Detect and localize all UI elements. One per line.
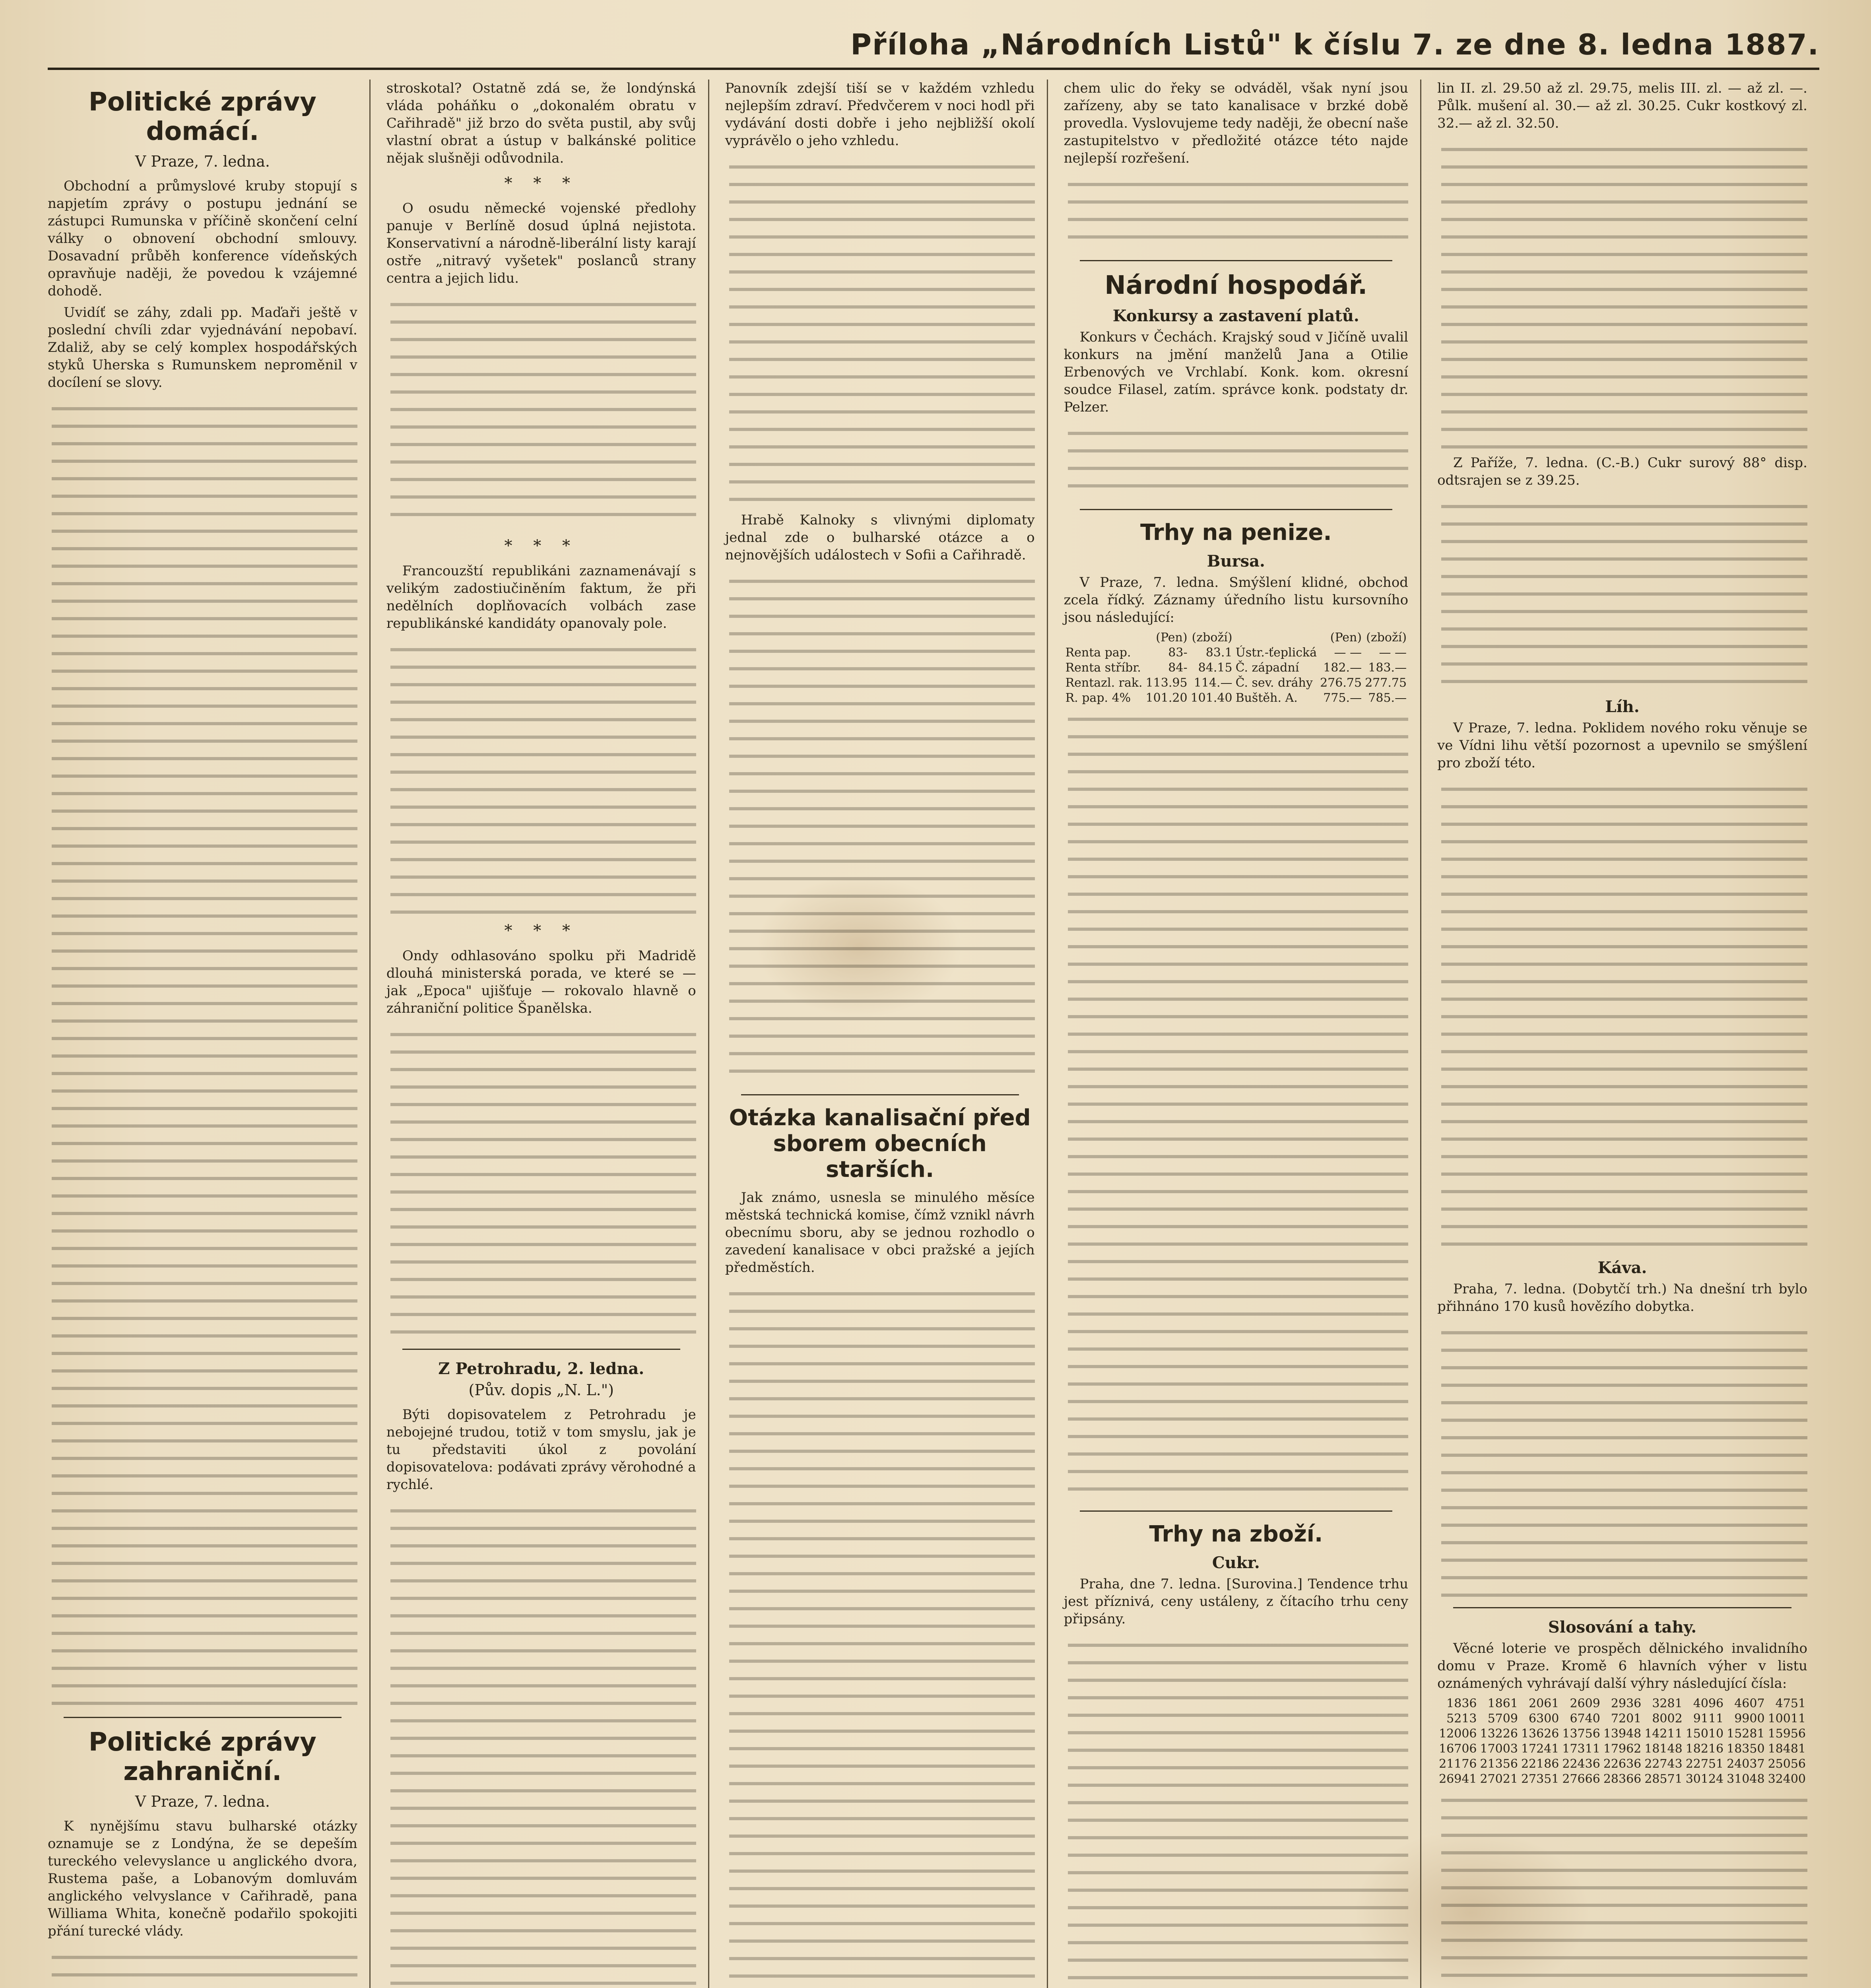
table-cell: 101.20 [1145, 691, 1188, 705]
table-cell: 13626 [1521, 1727, 1559, 1741]
text-lines [1068, 420, 1409, 499]
text-lines [390, 1497, 696, 1988]
text-lines [729, 1280, 1035, 1988]
column-2 [386, 80, 709, 1988]
column-1 [48, 80, 371, 1988]
table-cell: 5213 [1446, 1712, 1477, 1726]
divider [1080, 509, 1393, 510]
table-cell: 4607 [1734, 1697, 1765, 1710]
article-paragraph: K nynějšímu stavu bulharské otázky oznamuje se z Londýna, že se depeším tureckého velevyslance u anglického dvora, Rustema paše, a Lobanovým domluvám anglického velvyslance v Cařihradě, pana Williama Whita, konečně podařilo spokojiti přání turecké vlády. [48, 1818, 357, 1939]
text-lines [390, 1021, 696, 1339]
table-cell: 17003 [1480, 1742, 1518, 1756]
section-title-foreign: Politické zprávy zahraniční. [88, 1728, 316, 1786]
text-lines [52, 395, 357, 1707]
article-paragraph: Praha, dne 7. ledna. [Surovina.] Tendence trhu jest příznivá, ceny ustáleny, z čítacího trhu ceny připsány. [1064, 1576, 1409, 1627]
table-row [1437, 1757, 1807, 1772]
table-cell: 27666 [1562, 1772, 1600, 1786]
table-cell: 26941 [1439, 1772, 1477, 1786]
table-cell: 28366 [1603, 1772, 1642, 1786]
section-title-goods: Trhy na zboží. [1149, 1521, 1323, 1547]
table-cell: 9900 [1734, 1712, 1765, 1726]
source-note: (Pův. dopis „N. L.") [468, 1381, 614, 1399]
dateline: V Praze, 7. ledna. [135, 153, 270, 170]
divider: * * * [504, 922, 578, 940]
table-cell: 113.95 [1145, 676, 1188, 690]
table-cell: 10011 [1768, 1712, 1806, 1726]
table-cell: 8002 [1652, 1712, 1683, 1726]
section-title-domestic: Politické zprávy domácí. [88, 87, 316, 146]
column-3 [725, 80, 1048, 1988]
table-cell: 276.75 [1320, 676, 1362, 690]
article-paragraph: Býti dopisovatelem z Petrohradu je nebojejné trudou, totiž v tom smyslu, jak je tu představiti úkol z povolání dopisovatelova: podávati zprávy věrohodné a rychlé. [386, 1407, 696, 1493]
article-paragraph: Z Paříže, 7. ledna. (C.-B.) Cukr surový 88° disp. odtsrajen se z 39.25. [1437, 455, 1807, 488]
columns [48, 80, 1819, 1988]
table-cell: 18481 [1768, 1742, 1806, 1756]
table-cell: 22186 [1521, 1757, 1559, 1771]
table-cell: 17311 [1562, 1742, 1600, 1756]
text-lines [390, 291, 696, 530]
table-row [1437, 1696, 1807, 1711]
table-cell: 15281 [1727, 1727, 1765, 1741]
table-cell: 775.— [1323, 691, 1362, 705]
table-cell: 2609 [1570, 1697, 1600, 1710]
table-cell: 7201 [1611, 1712, 1642, 1726]
table-cell: 22751 [1685, 1757, 1724, 1771]
article-paragraph: O osudu německé vojenské předlohy panuje v Berlíně dosud úplná nejistota. Konservativní a národně-liberální listy karají ostře „nitravý vyšetek" poslanců strany centra a jejich lidu. [386, 200, 696, 286]
table-cell: 31048 [1727, 1772, 1765, 1786]
table-header-row [1064, 630, 1409, 645]
table-cell: 6740 [1570, 1712, 1600, 1726]
table-row [1064, 645, 1409, 660]
table-cell: 22436 [1562, 1757, 1600, 1771]
article-paragraph: Uvidíť se záhy, zdali pp. Maďaři ještě v poslední chvíli zdar vyjednávání nepobaví. Zdaliž, aby se celý komplex hospodářských styků Uherska s Rumunskem neproměnil v docílení se slovy. [48, 305, 357, 390]
table-cell: 18350 [1727, 1742, 1765, 1756]
table-cell: 84.15 [1198, 661, 1232, 675]
table-cell: 27021 [1480, 1772, 1518, 1786]
table-cell: 32400 [1768, 1772, 1806, 1786]
article-paragraph: Hrabě Kalnoky s vlivnými diplomaty jednal zde o bulharské otázce a o nejnovějších událostech v Sofii a Cařihradě. [725, 512, 1035, 563]
table-cell: Ústr.-ťeplická [1235, 646, 1317, 660]
table-cell: 114.— [1194, 676, 1232, 690]
table-cell: 182.— [1323, 661, 1362, 675]
divider [1080, 260, 1393, 261]
table-row [1064, 691, 1409, 706]
table-row [1437, 1711, 1807, 1726]
article-paragraph: Panovník zdejší tiší se v každém vzhledu nejlepším zdraví. Předvčerem v noci hodl při vydávání dosti dobře i jeho nejbližší okolí vyprávělo o jeho vzhledu. [725, 80, 1035, 149]
subsection-title: Bursa. [1207, 552, 1265, 571]
text-lines [1441, 776, 1807, 1253]
table-cell: 13226 [1480, 1727, 1518, 1741]
column-4 [1064, 80, 1422, 1988]
text-lines [1068, 171, 1409, 250]
table-row [1437, 1726, 1807, 1741]
article-paragraph: V Praze, 7. ledna. Smýšlení klidné, obchod zcela řídký. Záznamy úředního listu kursovního jsou následující: [1064, 575, 1409, 625]
divider: * * * [504, 537, 578, 555]
divider [741, 1094, 1019, 1095]
divider [402, 1349, 680, 1350]
table-header: (zboží) [1366, 631, 1407, 645]
text-lines [729, 153, 1035, 511]
table-cell: 4751 [1775, 1697, 1806, 1710]
section-title-economy: Národní hospodář. [1104, 271, 1368, 300]
divider [1080, 1510, 1393, 1512]
table-cell: 2936 [1611, 1697, 1642, 1710]
text-lines [1068, 1632, 1409, 1988]
table-cell: Buštěh. A. [1235, 691, 1298, 705]
table-cell: Renta pap. [1065, 646, 1131, 660]
table-cell: 15956 [1768, 1727, 1806, 1741]
article-paragraph: V Praze, 7. ledna. Poklidem nového roku věnuje se ve Vídni lihu větší pozornost a upevnilo se smýšlení pro zboží této. [1437, 720, 1807, 771]
table-cell: 6300 [1529, 1712, 1559, 1726]
article-paragraph: Francouzští republikáni zaznamenávají s velikým zadostiučiněním faktum, že při nedělních doplňovacích volbách zase republikánské kandidáty opanovaly pole. [386, 563, 696, 631]
table-cell: 24037 [1727, 1757, 1765, 1771]
table-cell: 18148 [1644, 1742, 1683, 1756]
table-row [1437, 1772, 1807, 1787]
table-cell: Č. sev. dráhy [1235, 676, 1313, 690]
table-cell: Renta stříbr. [1065, 661, 1141, 675]
article-paragraph: Praha, 7. ledna. (Dobytčí trh.) Na dnešní trh bylo přihnáno 170 kusů hovězího dobytka. [1437, 1281, 1807, 1314]
subsection-title: Cukr. [1212, 1553, 1260, 1572]
text-lines [52, 1944, 357, 1988]
table-cell: Rentazl. rak. [1065, 676, 1143, 690]
table-cell: 277.75 [1365, 676, 1407, 690]
section-title-lottery: Slosování a tahy. [1548, 1618, 1697, 1637]
table-header: (Pen) [1330, 631, 1362, 645]
table-cell: 14211 [1644, 1727, 1683, 1741]
article-paragraph: lin II. zl. 29.50 až zl. 29.75, melis III. zl. — až zl. —. Půlk. mušení al. 30.— až zl. 30.25. Cukr kostkový zl. 32.— až zl. 32.50. [1437, 80, 1807, 131]
table-cell: 2061 [1529, 1697, 1559, 1710]
table-cell: 83.1 [1205, 646, 1232, 660]
table-header: (zboží) [1192, 631, 1232, 645]
table-cell: 9111 [1693, 1712, 1724, 1726]
table-cell: 21356 [1480, 1757, 1518, 1771]
table-cell: 83- [1168, 646, 1188, 660]
article-paragraph: stroskotal? Ostatně zdá se, že londýnská vláda poháňku o „dokonalém obratu v Cařihradě" již brzo do světa pustil, aby svůj vlastní obrat a ústup v balkánské politice nějak slušněji odůvodnila. [386, 80, 696, 166]
table-cell: 22636 [1603, 1757, 1642, 1771]
text-lines [1441, 136, 1807, 454]
subsection-title: Z Petrohradu, 2. ledna. [438, 1359, 644, 1378]
table-cell: 183.— [1368, 661, 1407, 675]
table-cell: 21176 [1439, 1757, 1477, 1771]
table-cell: 22743 [1644, 1757, 1683, 1771]
divider [64, 1717, 342, 1718]
table-cell: 1861 [1487, 1697, 1518, 1710]
table-cell: 84- [1168, 661, 1188, 675]
table-cell: 30124 [1685, 1772, 1724, 1786]
column-5 [1437, 80, 1819, 1988]
table-cell: 3281 [1652, 1697, 1683, 1710]
divider: * * * [504, 174, 578, 192]
subsection-title: Líh. [1605, 697, 1640, 716]
lottery-table [1437, 1696, 1807, 1787]
page-header [48, 24, 1819, 70]
table-cell: R. pap. 4% [1065, 691, 1131, 705]
table-cell: 5709 [1487, 1712, 1518, 1726]
text-lines [729, 568, 1035, 1085]
table-cell: — — [1379, 646, 1407, 660]
table-cell: 27351 [1521, 1772, 1559, 1786]
table-row [1064, 660, 1409, 676]
dateline: V Praze, 7. ledna. [135, 1793, 270, 1810]
table-cell: 16706 [1439, 1742, 1477, 1756]
article-paragraph: Věcné loterie ve prospěch dělnického invalidního domu v Praze. Kromě 6 hlavních výher v listu oznámených vyhrávají další výhry následující čísla: [1437, 1640, 1807, 1691]
table-cell: 785.— [1368, 691, 1407, 705]
article-paragraph: Obchodní a průmyslové kruby stopují s napjetím zprávy o postupu jednání se zástupci Rumunska v příčině skončení celní války o obnovení obchodní smlouvy. Dosavadní průběh konference vídeňských opravňuje naději, že povedou k vzájemné dohodě. [48, 178, 357, 299]
table-cell: — — [1334, 646, 1362, 660]
header-title: Příloha „Národních Listů" k číslu 7. ze dne 8. ledna 1887. [850, 28, 1819, 61]
table-cell: 13756 [1562, 1727, 1600, 1741]
table-cell: 18216 [1685, 1742, 1724, 1756]
text-lines [390, 636, 696, 914]
text-lines [1441, 493, 1807, 692]
subsection-title: Káva. [1597, 1258, 1647, 1277]
table-cell: 13948 [1603, 1727, 1642, 1741]
table-cell: 17241 [1521, 1742, 1559, 1756]
table-cell: 4096 [1693, 1697, 1724, 1710]
text-lines [1441, 1319, 1807, 1598]
table-cell: 25056 [1768, 1757, 1806, 1771]
article-paragraph: Ondy odhlasováno spolku při Madridě dlouhá ministerská porada, ve které se — jak „Epoca" ujišťuje — rokovalo hlavně o záhraniční politice Španělska. [386, 948, 696, 1016]
table-cell: 1836 [1446, 1697, 1477, 1710]
article-paragraph: chem ulic do řeky se odváděl, však nyní jsou zařízeny, aby se tato kanalisace v brzké době provedla. Vyslovujeme tedy naději, že obecní naše zastupitelstvo v předložité otázce této najde nejlepší rozřešení. [1064, 80, 1409, 166]
section-title-market: Trhy na penize. [1140, 520, 1332, 546]
divider [1453, 1607, 1791, 1608]
article-paragraph: Konkurs v Čechách. Krajský soud v Jičíně uvalil konkurs na jmění manželů Jana a Otilie Erbenových ve Vrchlabí. Konk. kom. okresní soudce Filasel, zatím. správce konk. podstaty dr. Pelzer. [1064, 329, 1409, 415]
section-title-canal: Otázka kanalisační před sborem obecních starších. [729, 1105, 1031, 1182]
table-cell: 28571 [1644, 1772, 1683, 1786]
subsection-title: Konkursy a zastavení platů. [1112, 307, 1359, 325]
text-lines [1068, 706, 1409, 1501]
table-row [1437, 1741, 1807, 1757]
table-cell: 15010 [1685, 1727, 1724, 1741]
table-cell: Č. západní [1235, 661, 1299, 675]
table-row [1064, 676, 1409, 691]
table-cell: 12006 [1439, 1727, 1477, 1741]
table-header: (Pen) [1156, 631, 1188, 645]
stock-table [1064, 630, 1409, 706]
text-lines [1441, 1787, 1807, 1988]
table-cell: 101.40 [1190, 691, 1232, 705]
article-paragraph: Jak známo, usnesla se minulého měsíce městská technická komise, čímž vznikl návrh obecnímu sboru, aby se jednou rozhodlo o zavedení kanalisace v obci pražské a jejích předměstích. [725, 1190, 1035, 1276]
table-cell: 17962 [1603, 1742, 1642, 1756]
